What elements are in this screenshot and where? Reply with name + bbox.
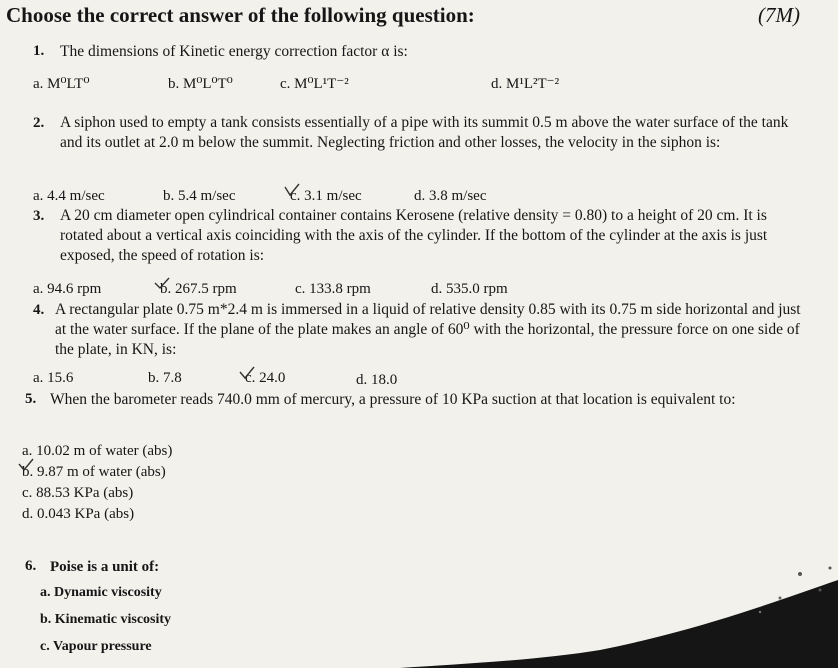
q5-option-c: c. 88.53 KPa (abs) (22, 485, 134, 501)
q4-option-a: a. 15.6 (33, 370, 74, 386)
question-6-number: 6. (25, 558, 37, 574)
q1-option-a: a. M⁰LT⁰ (33, 76, 90, 92)
question-1-number: 1. (33, 43, 45, 59)
q5-option-d: d. 0.043 KPa (abs) (22, 506, 135, 522)
question-1-text: The dimensions of Kinetic energy correction factor α is: (60, 43, 408, 60)
check-mark-icon (153, 276, 171, 290)
scan-shadow (400, 560, 838, 668)
question-4-text: A rectangular plate 0.75 m*2.4 m is immersed in a liquid of relative density 0.85 with its 0.75 m side horizontal and just at the water surface. If the plane of the plate makes an angle of 60⁰ with the horizontal, the pressure force on one side of the plate, in KN, is: (55, 301, 801, 358)
q5-option-b: b. 9.87 m of water (abs) (22, 464, 166, 480)
check-mark-icon (17, 458, 35, 472)
question-5-number: 5. (25, 391, 37, 407)
q4-option-b: b. 7.8 (148, 370, 182, 386)
question-2-text: A siphon used to empty a tank consists essentially of a pipe with its summit 0.5 m above the water surface of the tank and its outlet at 2.0 m below the summit. Neglecting friction and other losses, the velocity in the siphon is: (60, 114, 789, 151)
question-5-text: When the barometer reads 740.0 mm of mercury, a pressure of 10 KPa suction at that location is equivalent to: (50, 391, 736, 408)
q2-option-c: c. 3.1 m/sec (290, 188, 362, 204)
question-6-text: Poise is a unit of: (50, 559, 160, 575)
check-mark-icon (283, 183, 301, 197)
q2-option-d: d. 3.8 m/sec (414, 188, 487, 204)
question-2-number: 2. (33, 115, 45, 131)
q1-option-b: b. M⁰L⁰T⁰ (168, 76, 233, 92)
q6-option-a: a. Dynamic viscosity (40, 585, 162, 600)
q1-option-d: d. M¹L²T⁻² (491, 76, 560, 92)
q3-option-b: b. 267.5 rpm (160, 281, 237, 297)
question-4-number: 4. (33, 302, 45, 318)
q3-option-d: d. 535.0 rpm (431, 281, 508, 297)
q3-option-a: a. 94.6 rpm (33, 281, 102, 297)
question-3-number: 3. (33, 208, 45, 224)
question-3-text: A 20 cm diameter open cylindrical container contains Kerosene (relative density = 0.80) to a height of 20 cm. It is rotated about a vertical axis coinciding with the axis of the cylinder. If the bottom of the cylinder at the axis is just exposed, the speed of rotation is: (60, 207, 768, 264)
q6-option-c: c. Vapour pressure (40, 639, 152, 654)
q2-option-b: b. 5.4 m/sec (163, 188, 236, 204)
q1-option-c: c. M⁰L¹T⁻² (280, 76, 349, 92)
q6-option-b: b. Kinematic viscosity (40, 612, 172, 627)
q5-option-a: a. 10.02 m of water (abs) (22, 443, 173, 459)
q2-option-a: a. 4.4 m/sec (33, 188, 105, 204)
q4-option-c: c. 24.0 (245, 370, 286, 386)
marks-label: (7M) (758, 3, 800, 27)
section-heading: Choose the correct answer of the following question: (6, 3, 475, 27)
q4-option-d: d. 18.0 (356, 372, 398, 388)
check-mark-icon (238, 366, 256, 380)
q3-option-c: c. 133.8 rpm (295, 281, 371, 297)
